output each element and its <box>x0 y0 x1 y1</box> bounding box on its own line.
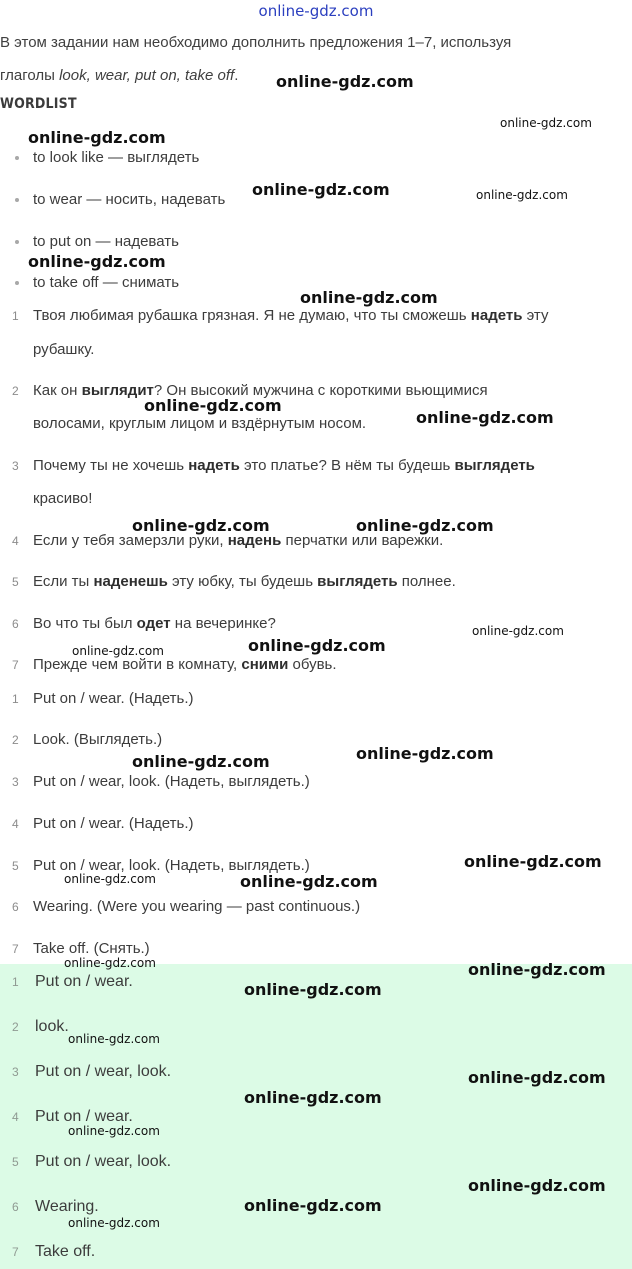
watermark: online-gdz.com <box>500 116 592 130</box>
bullet-icon <box>15 240 19 244</box>
translation-text: Во что ты был одет на вечеринке? <box>33 615 276 632</box>
watermark: online-gdz.com <box>464 852 602 871</box>
intro-line-1: В этом задании нам необходимо дополнить предложения 1–7, используя <box>0 34 512 51</box>
watermark: online-gdz.com <box>252 180 390 199</box>
watermark: online-gdz.com <box>72 644 164 658</box>
explanation-text: Wearing. (Were you wearing — past continuous.) <box>33 898 361 915</box>
item-number: 6 <box>12 1200 19 1214</box>
item-number: 7 <box>12 1245 19 1259</box>
watermark: online-gdz.com <box>244 1196 382 1215</box>
watermark: online-gdz.com <box>244 980 382 999</box>
answer-text: Put on / wear, look. <box>35 1063 172 1080</box>
site-header-logo[interactable]: online-gdz.com <box>258 2 374 20</box>
item-number: 5 <box>12 1155 19 1169</box>
item-number: 4 <box>12 817 19 831</box>
wordlist-item-text: to take off — снимать <box>33 274 180 291</box>
watermark: online-gdz.com <box>476 188 568 202</box>
intro-suffix: . <box>234 67 239 84</box>
explanation-text: Put on / wear, look. (Надеть, выглядеть.) <box>33 773 310 790</box>
translation-text: Прежде чем войти в комнату, сними обувь. <box>33 656 337 673</box>
watermark: online-gdz.com <box>356 744 494 763</box>
explanation-text: Put on / wear, look. (Надеть, выглядеть.) <box>33 857 310 874</box>
translation-text: красиво! <box>33 490 93 507</box>
answer-text: Put on / wear, look. <box>35 1153 172 1170</box>
translation-text: Твоя любимая рубашка грязная. Я не думаю, что ты сможешь надеть эту <box>33 307 549 324</box>
watermark: online-gdz.com <box>468 1176 606 1195</box>
watermark: online-gdz.com <box>144 396 282 415</box>
watermark: online-gdz.com <box>28 252 166 271</box>
item-number: 6 <box>12 900 19 914</box>
item-number: 2 <box>12 733 19 747</box>
watermark: online-gdz.com <box>68 1124 160 1138</box>
translation-text: Если у тебя замерзли руки, надень перчатки или варежки. <box>33 532 444 549</box>
translation-text: Если ты наденешь эту юбку, ты будешь выглядеть полнее. <box>33 573 456 590</box>
item-number: 7 <box>12 658 19 672</box>
item-number: 4 <box>12 1110 19 1124</box>
bullet-icon <box>15 198 19 202</box>
explanation-text: Put on / wear. (Надеть.) <box>33 815 194 832</box>
explanation-text: Put on / wear. (Надеть.) <box>33 690 194 707</box>
item-number: 5 <box>12 859 19 873</box>
bullet-icon <box>15 281 19 285</box>
watermark: online-gdz.com <box>468 960 606 979</box>
watermark: online-gdz.com <box>240 872 378 891</box>
translation-text: волосами, круглым лицом и вздёрнутым носом. <box>33 415 367 432</box>
wordlist-heading: WORDLIST <box>0 96 77 112</box>
wordlist-item-text: to look like — выглядеть <box>33 149 200 166</box>
answer-text: look. <box>35 1018 69 1035</box>
item-number: 3 <box>12 775 19 789</box>
watermark: online-gdz.com <box>356 516 494 535</box>
watermark: online-gdz.com <box>468 1068 606 1087</box>
watermark: online-gdz.com <box>276 72 414 91</box>
item-number: 2 <box>12 384 19 398</box>
answer-text: Put on / wear. <box>35 973 133 990</box>
answer-text: Wearing. <box>35 1198 99 1215</box>
translation-text: Как он выглядит? Он высокий мужчина с короткими вьющимися <box>33 382 488 399</box>
wordlist-item-text: to put on — надевать <box>33 233 179 250</box>
item-number: 3 <box>12 1065 19 1079</box>
watermark: online-gdz.com <box>64 956 156 970</box>
wordlist-item-text: to wear — носить, надевать <box>33 191 226 208</box>
item-number: 2 <box>12 1020 19 1034</box>
translation-text: Почему ты не хочешь надеть это платье? В нём ты будешь выглядеть <box>33 457 535 474</box>
watermark: online-gdz.com <box>68 1032 160 1046</box>
watermark: online-gdz.com <box>132 516 270 535</box>
item-number: 6 <box>12 617 19 631</box>
watermark: online-gdz.com <box>248 636 386 655</box>
item-number: 4 <box>12 534 19 548</box>
watermark: online-gdz.com <box>416 408 554 427</box>
item-number: 1 <box>12 692 19 706</box>
answer-text: Put on / wear. <box>35 1108 133 1125</box>
intro-prefix: глаголы <box>0 67 60 84</box>
item-number: 1 <box>12 975 19 989</box>
watermark: online-gdz.com <box>28 128 166 147</box>
bullet-icon <box>15 156 19 160</box>
item-number: 7 <box>12 942 19 956</box>
watermark: online-gdz.com <box>68 1216 160 1230</box>
watermark: online-gdz.com <box>244 1088 382 1107</box>
answer-text: Take off. <box>35 1243 96 1260</box>
watermark: online-gdz.com <box>132 752 270 771</box>
watermark: online-gdz.com <box>472 624 564 638</box>
intro-verbs: look, wear, put on, take off <box>59 67 235 84</box>
watermark: online-gdz.com <box>64 872 156 886</box>
item-number: 5 <box>12 575 19 589</box>
explanation-text: Take off. (Снять.) <box>33 940 150 957</box>
item-number: 1 <box>12 309 19 323</box>
item-number: 3 <box>12 459 19 473</box>
watermark: online-gdz.com <box>300 288 438 307</box>
translation-text: рубашку. <box>33 341 95 358</box>
explanation-text: Look. (Выглядеть.) <box>33 731 163 748</box>
